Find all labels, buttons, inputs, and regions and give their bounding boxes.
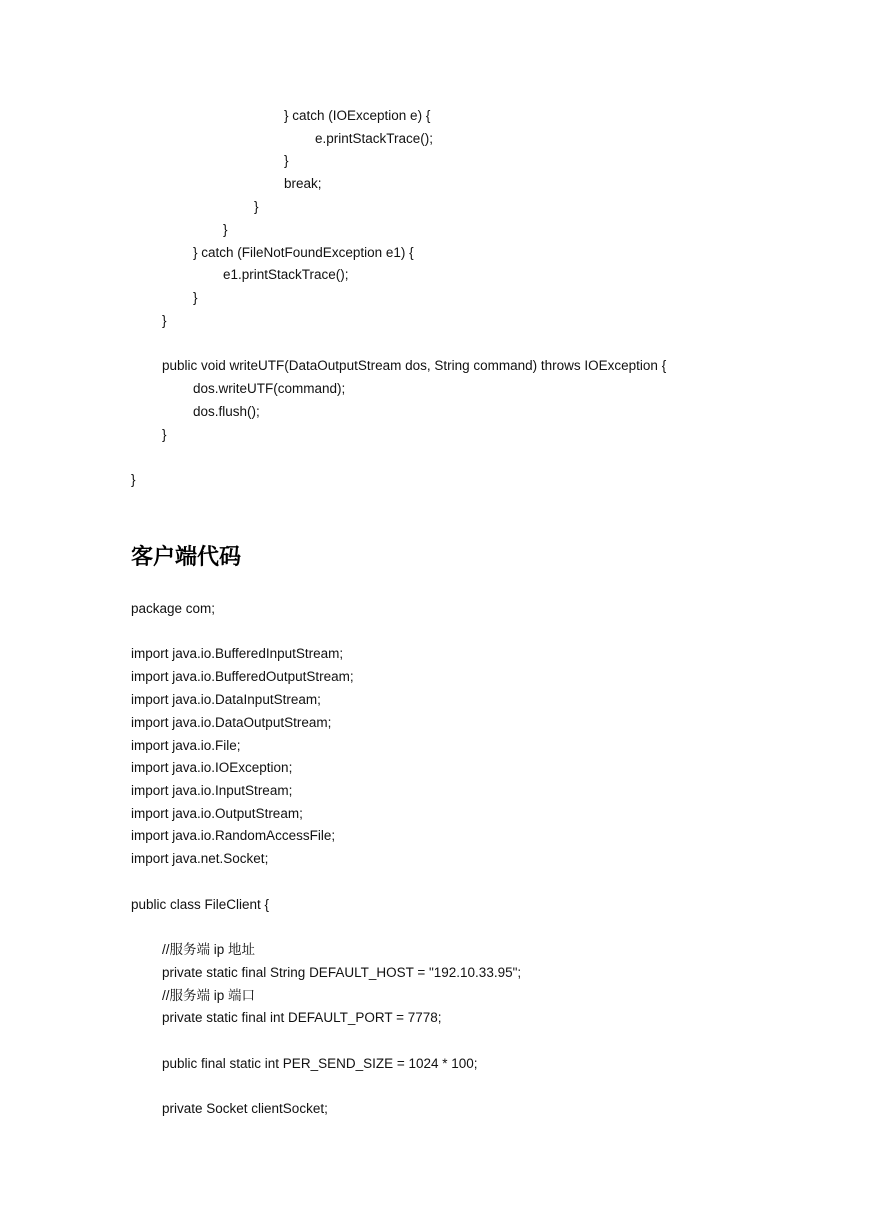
- code-line: public final static int PER_SEND_SIZE = 1024 * 100;: [162, 1056, 478, 1071]
- code-line: e1.printStackTrace();: [223, 267, 349, 282]
- code-line: }: [162, 427, 167, 442]
- code-line: } catch (FileNotFoundException e1) {: [193, 245, 414, 260]
- code-line: import java.net.Socket;: [131, 851, 269, 866]
- code-line: import java.io.IOException;: [131, 760, 293, 775]
- code-line: import java.io.BufferedOutputStream;: [131, 669, 354, 684]
- code-line: public class FileClient {: [131, 897, 270, 912]
- code-line: dos.writeUTF(command);: [193, 381, 346, 396]
- code-line: import java.io.DataInputStream;: [131, 692, 321, 707]
- code-line: import java.io.BufferedInputStream;: [131, 646, 344, 661]
- code-comment: //服务端 ip 地址: [162, 942, 256, 957]
- code-line: import java.io.OutputStream;: [131, 806, 303, 821]
- code-line: private static final int DEFAULT_PORT = 7778;: [162, 1010, 442, 1025]
- code-line: }: [254, 199, 259, 214]
- code-line: public void writeUTF(DataOutputStream dos, String command) throws IOException {: [162, 358, 667, 373]
- code-line: }: [193, 290, 198, 305]
- code-line: import java.io.DataOutputStream;: [131, 715, 332, 730]
- code-line: import java.io.File;: [131, 738, 241, 753]
- code-line: }: [223, 222, 228, 237]
- code-line: import java.io.RandomAccessFile;: [131, 828, 336, 843]
- code-line: }: [131, 472, 136, 487]
- code-line: private static final String DEFAULT_HOST = "192.10.33.95";: [162, 965, 522, 980]
- code-line: package com;: [131, 601, 216, 616]
- code-line: dos.flush();: [193, 404, 260, 419]
- code-line: private Socket clientSocket;: [162, 1101, 328, 1116]
- code-line: }: [284, 153, 289, 168]
- section-heading: 客户端代码: [131, 544, 242, 569]
- code-line: e.printStackTrace();: [315, 131, 434, 146]
- code-comment: //服务端 ip 端口: [162, 988, 256, 1003]
- code-line: import java.io.InputStream;: [131, 783, 293, 798]
- code-line: break;: [284, 176, 322, 191]
- code-line: } catch (IOException e) {: [284, 108, 431, 123]
- code-line: }: [162, 313, 167, 328]
